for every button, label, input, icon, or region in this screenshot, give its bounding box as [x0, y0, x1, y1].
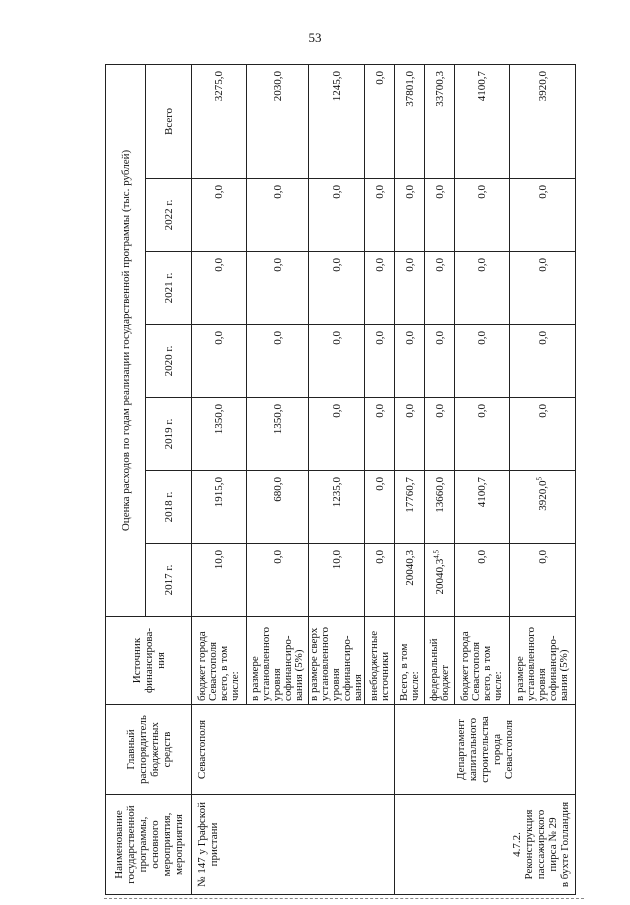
table-row: [192, 65, 247, 895]
value-cell: 13660,0: [425, 471, 455, 544]
table-row: [395, 65, 425, 895]
bottom-divider: [104, 898, 584, 899]
total-cell: 2030,0: [247, 65, 309, 179]
source-cell: бюджет города Севастополя всего, в том числе:: [192, 617, 247, 705]
value-cell: 0,0: [309, 179, 365, 252]
value-cell: 0,0: [192, 325, 247, 398]
value-text: 20040,3: [433, 558, 446, 595]
value-cell: 0,0: [425, 179, 455, 252]
source-cell: бюджет города Севастополя всего, в том числе:: [455, 617, 510, 705]
header-total: Всего: [146, 65, 192, 179]
header-program-name: Наименование государственной программы, основного мероприятия, мероприятия: [106, 795, 192, 895]
value-cell: 0,0: [365, 544, 395, 617]
value-cell: 0,0: [247, 179, 309, 252]
total-cell: 3920,0: [510, 65, 576, 179]
block2-name-line2: в бухте Голландия: [559, 801, 571, 888]
header-year-2018: 2018 г.: [146, 471, 192, 544]
value-cell: 4100,7: [455, 471, 510, 544]
budget-table: [105, 64, 576, 895]
value-cell: 1915,0: [192, 471, 247, 544]
footnote-mark: 5: [534, 477, 543, 481]
source-cell: Всего, в том числе:: [395, 617, 425, 705]
page-number: 53: [308, 30, 322, 45]
value-cell: 0,0: [395, 398, 425, 471]
header-estimate: Оценка расходов по годам реализации государственной программы (тыс. рублей): [106, 65, 146, 617]
header-year-2022: 2022 г.: [146, 179, 192, 252]
value-cell: 0,0: [455, 325, 510, 398]
value-cell: 0,0: [365, 252, 395, 325]
value-cell: 0,0: [455, 544, 510, 617]
value-cell: 0,0: [395, 252, 425, 325]
value-cell: 20040,3: [395, 544, 425, 617]
source-cell: в размере установленного уровня софинансиро-вания (5%): [510, 617, 576, 705]
value-cell: 0,0: [455, 398, 510, 471]
value-cell: 0,0: [365, 325, 395, 398]
value-cell: 0,0: [510, 398, 576, 471]
value-cell: 0,0: [510, 179, 576, 252]
total-cell: 0,0: [365, 65, 395, 179]
value-cell: 0,0: [425, 252, 455, 325]
value-cell: 0,0: [510, 325, 576, 398]
total-cell: 4100,7: [455, 65, 510, 179]
source-cell: федеральный бюджет: [425, 617, 455, 705]
total-cell: 33700,3: [425, 65, 455, 179]
value-cell: 0,0: [309, 325, 365, 398]
value-cell: 680,0: [247, 471, 309, 544]
value-cell: 0,0: [395, 179, 425, 252]
value-cell: 0,0: [455, 179, 510, 252]
footnote-mark: 4,5: [431, 550, 440, 559]
value-cell: 1350,0: [192, 398, 247, 471]
header-manager: Главный распорядитель бюджетных средств: [106, 705, 192, 795]
total-cell: 37801,0: [395, 65, 425, 179]
source-cell: в размере установленного уровня софинансиро-вания (5%): [247, 617, 309, 705]
value-cell: 0,0: [309, 252, 365, 325]
value-cell: 0,0: [425, 398, 455, 471]
value-cell: 10,0: [192, 544, 247, 617]
value-cell: 0,0: [510, 252, 576, 325]
value-cell: 0,0: [247, 544, 309, 617]
block2-name-line1: Реконструкция пассажирского пирса № 29: [523, 809, 559, 880]
value-cell: 0,0: [309, 398, 365, 471]
value-cell: 0,0: [247, 325, 309, 398]
source-cell: в размере сверх установленного уровня софинансиро-вания: [309, 617, 365, 705]
value-cell: [425, 544, 455, 617]
header-year-2019: 2019 г.: [146, 398, 192, 471]
source-cell: внебюджетные источники: [365, 617, 395, 705]
block2-name: [395, 795, 576, 895]
value-cell: 0,0: [247, 252, 309, 325]
header-year-2017: 2017 г.: [146, 544, 192, 617]
value-cell: 0,0: [192, 252, 247, 325]
value-cell: 10,0: [309, 544, 365, 617]
value-cell: 0,0: [425, 325, 455, 398]
value-cell: 0,0: [365, 179, 395, 252]
value-cell: 0,0: [365, 471, 395, 544]
value-cell: 17760,7: [395, 471, 425, 544]
total-cell: 1245,0: [309, 65, 365, 179]
budget-table-sheet: [105, 65, 595, 895]
value-cell: 0,0: [192, 179, 247, 252]
value-cell: 0,0: [510, 544, 576, 617]
block2-manager: Департамент капитального строительства города Севастополя: [395, 705, 576, 795]
block1-name: № 147 у Графской пристани: [192, 795, 395, 895]
value-cell: 0,0: [365, 398, 395, 471]
value-cell: 0,0: [455, 252, 510, 325]
header-year-2021: 2021 г.: [146, 252, 192, 325]
value-cell: 0,0: [395, 325, 425, 398]
value-cell: 1350,0: [247, 398, 309, 471]
block2-number: 4.7.2.: [511, 832, 523, 857]
header-source: Источник финансирова-ния: [106, 617, 192, 705]
value-cell: [510, 471, 576, 544]
block1-manager: Севастополя: [192, 705, 395, 795]
total-cell: 3275,0: [192, 65, 247, 179]
value-text: 3920,0: [536, 480, 549, 511]
value-cell: 1235,0: [309, 471, 365, 544]
header-year-2020: 2020 г.: [146, 325, 192, 398]
